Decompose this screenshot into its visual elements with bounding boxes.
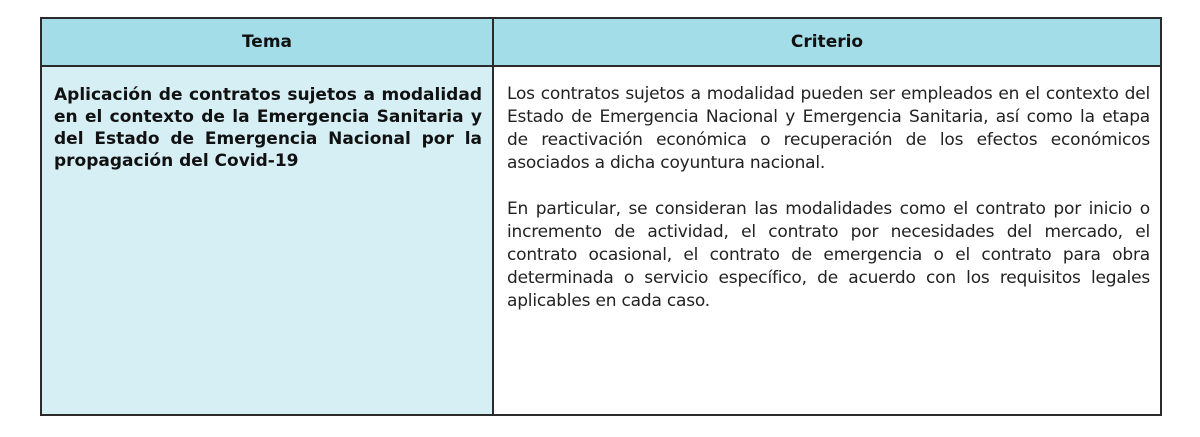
header-criterio: Criterio <box>494 19 1160 67</box>
criterio-cell <box>494 67 1160 414</box>
criterio-paragraph-1: Los contratos sujetos a modalidad pueden ser empleados en el contexto del Estado de Emergencia Nacional y Emergencia Sanitaria, así como la etapa de reactivación económica o recuperación de los efectos económicos asociados a dicha coyuntura nacional. <box>507 84 1150 173</box>
criteria-table <box>40 17 1162 416</box>
criterio-paragraph-2: En particular, se consideran las modalidades como el contrato por inicio o incremento de actividad, el contrato por necesidades del mercado, el contrato ocasional, el contrato de emergencia o el contrato para obra determinada o servicio específico, de acuerdo con los requisitos legales aplicables en cada caso. <box>507 199 1150 311</box>
tema-cell: Aplicación de contratos sujetos a modalidad en el contexto de la Emergencia Sanitaria y del Estado de Emergencia Nacional por la propagación del Covid-19 <box>42 67 494 414</box>
header-tema: Tema <box>42 19 494 67</box>
